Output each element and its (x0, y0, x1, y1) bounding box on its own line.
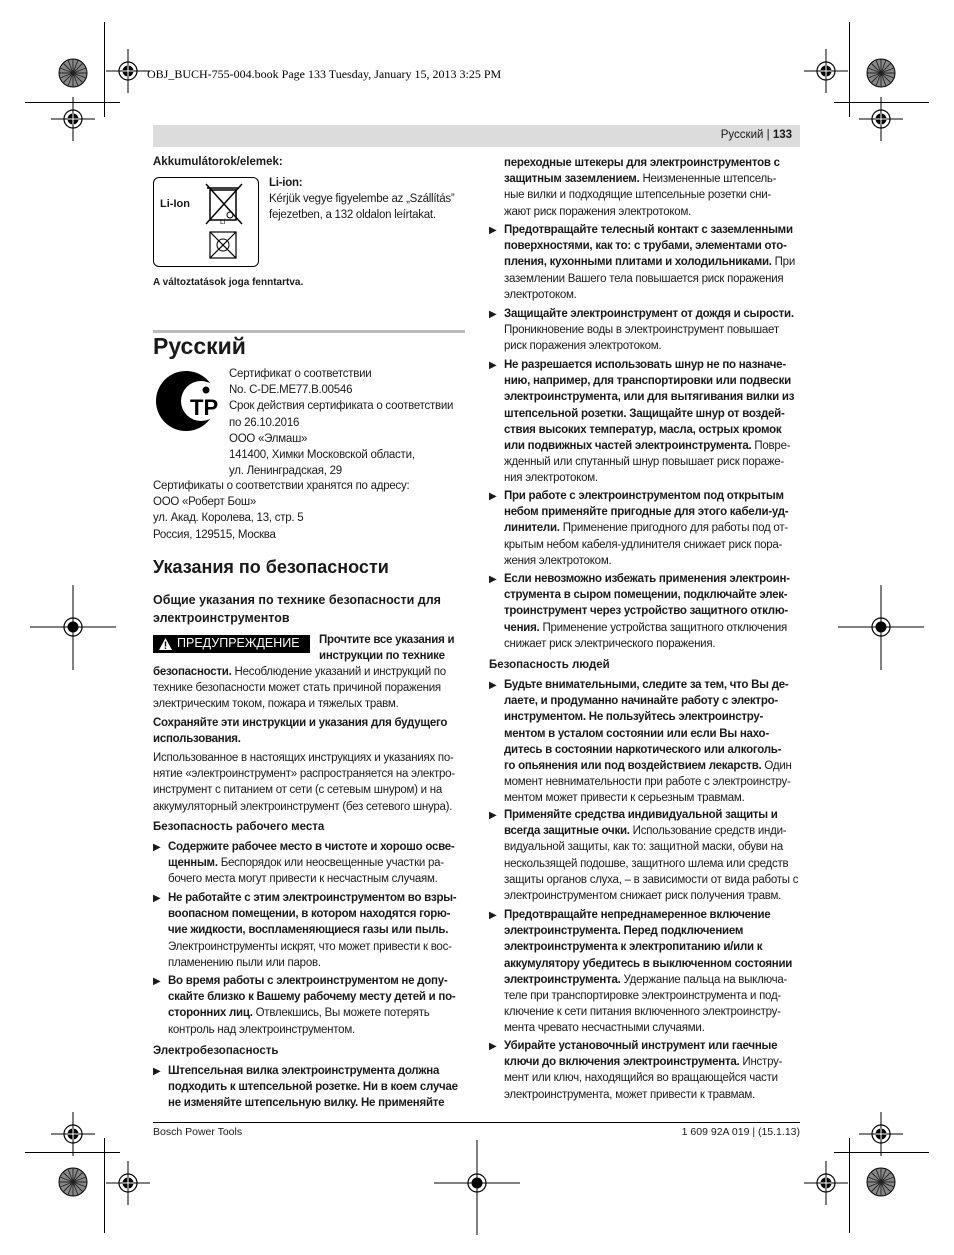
list-item: ▶ Будьте внимательными, следите за тем, что Вы де- лаете, и продуманно начинайте работу с электро- инструментом. Не пользуйтесь электроинстру- ментом в усталом состоянии или если Вы нахо- дитесь в состоянии наркотического или алкоголь- го опьянения или под воздействием лекарств. Один момент невнимательности при работе с электроинстру- ментом может привести к серьезным травмам. (489, 679, 792, 805)
list-item: ▶ Применяйте средства индивидуальной защиты и всегда защитные очки. Использование средств инди- видуальной защиты, как то: защитной маски, обуви на нескользящей подошве, защитного шлема или средств защиты органов слуха, – в зависимости от вида работы с электроинструментом снижает риск получения травм. (489, 809, 799, 903)
warning-label: ПРЕДУПРЕЖДЕНИЕ (153, 635, 310, 653)
bullet-arrow-icon: ▶ (153, 976, 161, 987)
section-title: Русский (153, 333, 246, 359)
certificate-info: Сертификат о соответствии No. C-DE.ME77.B.00546 Срок действия сертификата о соответствии по 26.10.2016 ООО «Элмаш» 141400, Химки Московской области, ул. Ленинградская, 29 (229, 368, 454, 478)
list-item: ▶ Содержите рабочее место в чистоте и хорошо осве- щенным. Беспорядок или неосвещенные участки ра- бочего места могут привести к несчастным случаям. (153, 841, 455, 886)
liion-note: Li-ion: Kérjük vegye figyelembe az „Szállítás” fejezetben, a 132 oldalon leírtakat. (269, 177, 455, 222)
svg-text:ТР: ТР (190, 395, 219, 420)
list-item: ▶ Убирайте установочный инструмент или гаечные ключи до включения электроинструмента. Инстру- мент или ключ, находящийся во вращающейся части электроинструмента, может привести к травмам. (489, 1040, 783, 1101)
bullet-arrow-icon: ▶ (489, 360, 497, 371)
bullet-arrow-icon: ▶ (489, 309, 497, 320)
book-imprint: OBJ_BUCH-755-004.book Page 133 Tuesday, January 15, 2013 3:25 PM (147, 67, 502, 81)
bullet-arrow-icon: ▶ (489, 1041, 497, 1052)
list-item: ▶ Предотвращайте телесный контакт с заземленными поверхностями, как то: с трубами, элементами ото- пления, кухонными плитами и холодильниками. При заземлении Вашего тела повышается риск поражения электротоком. (489, 224, 795, 301)
footer-rule (153, 1122, 800, 1123)
keep-instructions: Сохраняйте эти инструкции и указания для будущего использования. (153, 717, 448, 746)
list-item: ▶ Штепсельная вилка электроинструмента должна подходить к штепсельной розетке. Ни в коем случае не изменяйте штепсельную вилку. Не применяйте (153, 1065, 458, 1110)
bullet-arrow-icon: ▶ (489, 491, 497, 502)
warning-triangle-icon (159, 638, 172, 650)
safety-heading: Указания по безопасности (153, 557, 389, 577)
batteries-heading: Akkumulátorok/elemek: (153, 156, 283, 168)
list-item: ▶ При работе с электроинструментом под открытым небом применяйте пригодные для этого кабели-уд- линители. Применение пригодного для работы под от- крытым небом кабеля-удлинителя снижает риск пора- жения электротоком. (489, 490, 789, 567)
bullet-arrow-icon: ▶ (489, 810, 497, 821)
list-item: ▶ Если невозможно избежать применения электроин- струмента в сыром помещении, подключайте элек- троинструмент через устройство защитного отклю- чения. Применение устройства защитного отключения снижает риск электрического поражения. (489, 573, 790, 650)
bullet-arrow-icon: ▶ (153, 842, 161, 853)
general-heading: Общие указания по технике безопасности для электроинструментов (153, 593, 441, 625)
changes-reserved: A változtatások joga fenntartva. (153, 277, 304, 288)
people-heading: Безопасность людей (489, 659, 610, 671)
certification-logo-icon (153, 370, 223, 432)
bullet-arrow-icon: ▶ (489, 910, 497, 921)
electrical-heading: Электробезопасность (153, 1045, 279, 1057)
bullet-arrow-icon: ▶ (489, 574, 497, 585)
list-item: ▶ Защищайте электроинструмент от дождя и сырости. Проникновение воды в электроинструмент повышает риск поражения электротоком. (489, 308, 794, 353)
list-item: ▶ Во время работы с электроинструментом не допу- скайте близко к Вашему рабочему месту детей и по- сторонних лиц. Отвлекшись, Вы можете потерять контроль над электроинструментом. (153, 975, 456, 1036)
battery-disposal-box (153, 177, 259, 267)
footer-doc-number: 1 609 92A 019 | (15.1.13) (681, 1126, 800, 1138)
term-definition: Использованное в настоящих инструкциях и указаниях по- нятие «электроинструмент» распространяется на электро- инструмент с питанием от сети (с сетевым шнуром) и на аккумуляторный электроинструмент (без сетевого шнура). (153, 752, 455, 813)
list-item-continued: переходные штекеры для электроинструментов с защитным заземлением. Неизмененные штепсель- ные вилки и подходящие штепсельные розетки сни- жают риск поражения электротоком. (504, 157, 780, 218)
list-item: ▶ Предотвращайте непреднамеренное включение электроинструмента. Перед подключением электроинструмента к электропитанию и/или к аккумулятору убедитесь в выключенном состоянии электроинструмента. Удержание пальца на выключа- теле при транспортировке электроинструмента и под- ключение к сети питания включенного электроинстру- мента чревато несчастными случаями. (489, 909, 793, 1035)
workplace-heading: Безопасность рабочего места (153, 821, 325, 833)
recycle-label: Li (220, 219, 226, 226)
page-header: Русский | 133 (153, 125, 800, 147)
list-item: ▶ Не работайте с этим электроинструментом во взры- воопасном помещении, в котором находятся горю- чие жидкости, воспламеняющиеся газы или пыль. Электроинструменты искрят, что может привести к вос- пламенению пыли или паров. (153, 892, 457, 969)
bullet-arrow-icon: ▶ (489, 225, 497, 236)
bullet-arrow-icon: ▶ (153, 1066, 161, 1077)
bullet-arrow-icon: ▶ (153, 893, 161, 904)
footer-brand: Bosch Power Tools (153, 1126, 243, 1138)
warning-text: безопасности. Несоблюдение указаний и инструкций по технике безопасности может стать причиной поражения электрическим током, пожара и тяжелых травм. (153, 666, 446, 711)
page-number: 133 (772, 129, 792, 141)
list-item: ▶ Не разрешается использовать шнур не по назначе- нию, например, для транспортировки или подвески электроинструмента, или для вытягивания вилки из штепсельной розетки. Защищайте шнур от воздей- ствия высоких температур, масла, острых кромок или подвижных частей электроинструмента. Повре- жденный или спутанный шнур повышает риск пораже- ния электротоком. (489, 359, 795, 485)
bullet-arrow-icon: ▶ (489, 680, 497, 691)
certificate-storage: Сертификаты о соответствии хранятся по адресу: ООО «Роберт Бош» ул. Акад. Королева, 13, стр. 5 Россия, 129515, Москва (153, 480, 410, 541)
liion-badge: Li-Ion (160, 198, 190, 210)
header-language: Русский (720, 129, 764, 141)
warning-lead: Прочтите все указания и инструкции по технике (319, 634, 455, 663)
